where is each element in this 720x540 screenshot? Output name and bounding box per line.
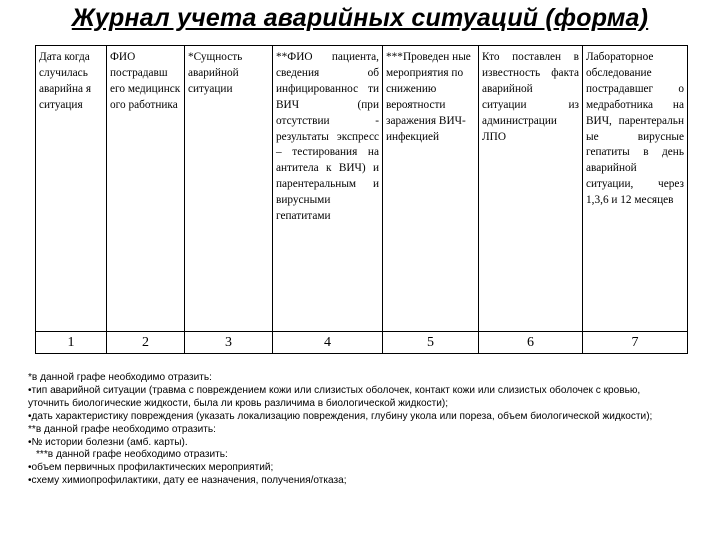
header-cell-patient: **ФИО пациента, сведения об инфицированнос ти ВИЧ (при отсутствии - результаты экспресс – тестирования на антитела к ВИЧ) и парентеральным и вирусными гепатитами: [273, 46, 383, 332]
column-number: 5: [383, 332, 479, 354]
footnote-line: •тип аварийной ситуации (травма с повреждением кожи или слизистых оболочек, контакт кожи или слизистых оболочек с кровью, уточнить биологические жидкости, была ли кровь различима в биологической жидкости);: [28, 384, 641, 409]
emergency-log-table: [35, 45, 688, 354]
footnote-line: **в данной графе необходимо отразить:: [28, 423, 216, 435]
page-title: Журнал учета аварийных ситуаций (форма): [71, 4, 649, 32]
column-number-row: [36, 332, 688, 354]
column-number: 7: [583, 332, 688, 354]
header-cell-lab-exam: Лабораторное обследование пострадавшег о медработника на ВИЧ, парентеральн ые вирусные гепатиты в день аварийной ситуации, через 1,3,6 и 12 месяцев: [583, 46, 688, 332]
header-cell-measures: ***Проведен ные мероприятия по снижению вероятности заражения ВИЧ-инфекцией: [383, 46, 479, 332]
header-cell-worker-name: ФИО пострадавш его медицинск ого работника: [107, 46, 185, 332]
footnote-line: •№ истории болезни (амб. карты).: [28, 436, 188, 448]
footnote-line: •схему химиопрофилактики, дату ее назначения, получения/отказа;: [28, 475, 347, 487]
column-number: 3: [185, 332, 273, 354]
footnote-line: ***в данной графе необходимо отразить:: [36, 449, 228, 461]
footnotes: [28, 372, 678, 488]
header-cell-date: Дата когда случилась аварийна я ситуация: [36, 46, 107, 332]
column-number: 4: [273, 332, 383, 354]
table-header-row: [36, 46, 688, 332]
header-cell-essence: *Сущность аварийной ситуации: [185, 46, 273, 332]
column-number: 1: [36, 332, 107, 354]
footnote-line: •объем первичных профилактических мероприятий;: [28, 462, 274, 474]
footnote-line: *в данной графе необходимо отразить:: [28, 372, 212, 383]
column-number: 6: [479, 332, 583, 354]
footnote-line: •дать характеристику повреждения (указать локализацию повреждения, глубину укола или пореза, объем биологической жидкости);: [28, 410, 653, 422]
header-cell-notified: Кто поставлен в известность факта аварийной ситуации из администрации ЛПО: [479, 46, 583, 332]
column-number: 2: [107, 332, 185, 354]
